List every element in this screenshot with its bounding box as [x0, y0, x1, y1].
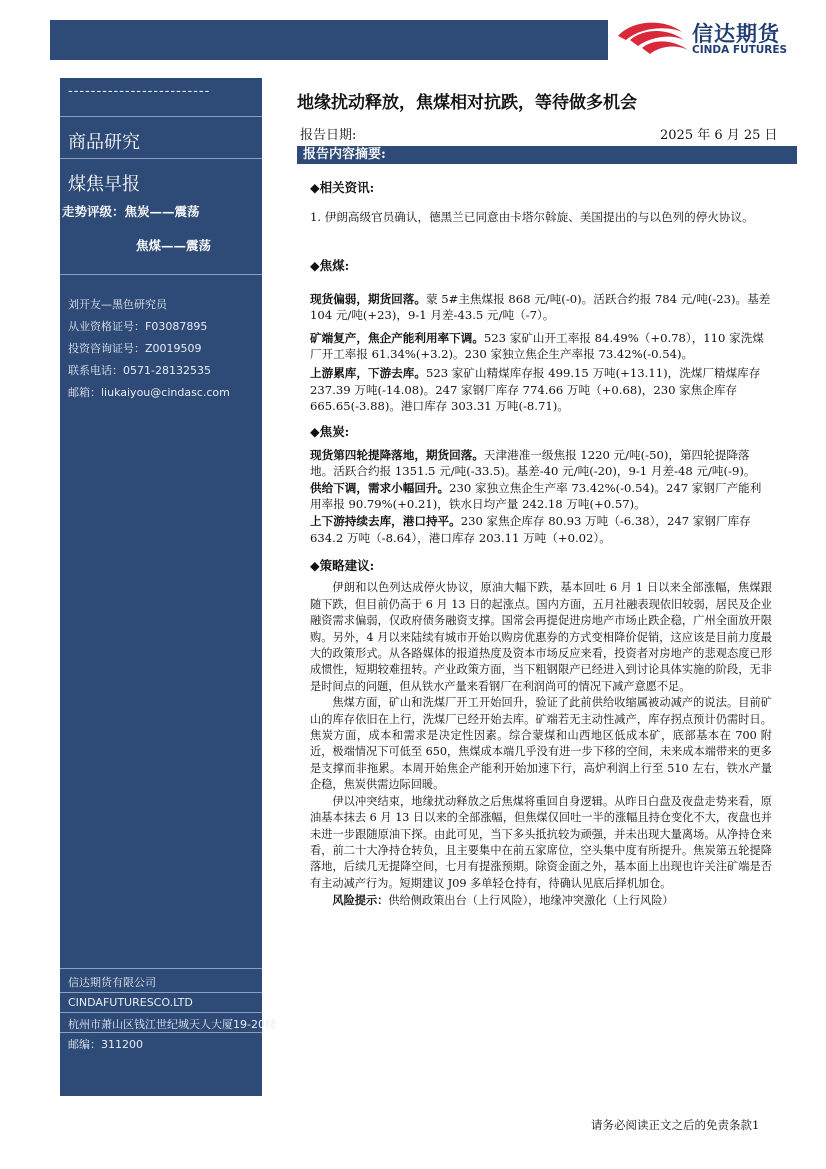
summary-bar: 报告内容摘要: [297, 146, 797, 164]
section-research: 商品研究 [68, 132, 140, 153]
postcode: 邮编：311200 [68, 1038, 143, 1051]
coking-coal-p3-text: 523 家矿山精煤库存报 499.15 万吨(+13.11)，洗煤厂精煤库存 237.39 万吨(-14.08)。247 家钢厂库存 774.66 万吨（+0.68)，230 家焦企库存 665.65(-3.88)。港口库存 303.31 万吨(-8.71)。 [310, 365, 761, 414]
rating-coal [62, 202, 200, 220]
cinda-swirl-icon [612, 18, 690, 62]
coke-section [310, 424, 772, 546]
sidebar-dashes: ------------------------- [68, 84, 211, 99]
cinda-logo [608, 16, 808, 64]
logo-english: CINDA FUTURES [692, 44, 788, 56]
section-report: 煤焦早报 [68, 174, 140, 195]
coking-coal-section [310, 258, 772, 415]
coke-p3-text: 230 家焦企库存 80.93 万吨（-6.38），247 家钢厂库存 634.2 万吨（-8.64），港口库存 203.11 万吨（+0.02）。 [310, 513, 751, 545]
coking-coal-p2 [310, 330, 772, 363]
coking-coal-p2-bold: 矿端复产，焦企产能利用率下调。 [310, 330, 484, 345]
phone: 联系电话：0571-28132535 [68, 364, 211, 377]
coke-p2-text: 230 家独立焦企生产率 73.42%(-0.54)。247 家钢厂产能利用率报 90.79%(+0.21)，铁水日均产量 242.18 万吨(+0.57)。 [310, 480, 762, 512]
coke-p3 [310, 513, 772, 546]
coke-heading: ◆焦炭: [310, 424, 350, 439]
risk-note [310, 892, 772, 909]
strategy-para2: 焦煤方面，矿山和洗煤厂开工开始回升，验证了此前供给收缩属被动减产的说法。目前矿山的库存依旧在上行，洗煤厂已经开始去库。矿端若无主动性减产，库存拐点预计仍需时日。焦炭方面，成本和需求是决定性因素。综合蒙煤和山西地区低成本矿，底部基本在 700 附近，极端情况下可低至 650，焦煤成本端几乎没有进一步下移的空间，未来成本端带来的更多是支撑而非拖累。本周开始焦企产能利开始加速下行，高炉利润上行至 510 左右，铁水产量企稳，焦炭供需边际回暖。 [310, 696, 772, 792]
coke-p3-bold: 上下游持续去库，港口持平。 [310, 513, 461, 528]
news-item: 1. 伊朗高级官员确认，德黑兰已同意由卡塔尔斡旋、美国提出的与以色列的停火协议。 [310, 209, 754, 224]
coke-p1-bold: 现货第四轮提降落地，期货回落。 [310, 447, 484, 462]
disclaimer-note: 请务必阅读正文之后的免责条款1 [591, 1118, 760, 1132]
coke-p1 [310, 447, 772, 480]
risk-text: 供给侧政策出台（上行风险），地缘冲突激化（上行风险） [388, 894, 674, 908]
coke-p1-text: 天津港准一级焦报 1220 元/吨(-50)，第四轮提降落地。活跃合约报 1351.5 元/吨(-33.5)。基差-40 元/吨(-20)，9-1 月差-48 元/吨(-9)。 [310, 447, 756, 479]
divider [60, 274, 262, 275]
rating-coal-value: 焦炭——震荡 [124, 204, 200, 219]
coking-coal-p3 [310, 365, 772, 415]
address: 杭州市萧山区钱江世纪城天人大厦19-20楼 [68, 1018, 276, 1031]
risk-label: 风险提示： [332, 893, 389, 908]
divider [60, 158, 262, 159]
qualification: 从业资格证号：F03087895 [68, 320, 208, 333]
coking-coal-p2-text: 523 家矿山开工率报 84.49%（+0.78），110 家洗煤厂开工率报 61.34%(+3.2)。230 家独立焦企生产率报 73.42%(-0.54)。 [310, 330, 764, 362]
sidebar [60, 78, 276, 1096]
coking-coal-p1 [310, 291, 772, 324]
logo-chinese: 信达期货 [692, 22, 780, 46]
news-heading: ◆相关资讯: [310, 180, 375, 195]
news-section [310, 180, 772, 225]
strategy-heading: ◆策略建议: [310, 558, 375, 573]
divider [60, 1012, 262, 1013]
rating-label: 走势评级： [62, 204, 125, 219]
consulting: 投资咨询证号：Z0019509 [68, 342, 202, 355]
company: 信达期货有限公司 [68, 976, 156, 989]
report-title: 地缘扰动释放，焦煤相对抗跌，等待做多机会 [297, 93, 637, 113]
strategy-para1: 伊朗和以色列达成停火协议，原油大幅下跌，基本回吐 6 月 1 日以来全部涨幅，焦煤跟随下跌，但目前仍高于 6 月 13 日的起涨点。国内方面，五月社融表现依旧较弱，居民及企业融资需求偏弱，仅政府债务融资支撑。国常会再提促进房地产市场止跌企稳，广州全面放开限购。另外，4 月以来陆续有城市开始以购房优惠券的方式变相降价促销，这应该是目前力度最大的政策形式。从各路媒体的报道热度及资本市场反应来看，投资者对房地产的悲观态度已形成惯性，短期较难扭转。产业政策方面，当下粗钢限产已经进入到讨论具体实施的阶段，无非是时间点的问题，但从铁水产量来看钢厂在利润尚可的情况下减产意愿不足。 [310, 581, 772, 693]
coking-coal-p1-bold: 现货偏弱，期货回落。 [310, 291, 426, 306]
coking-coal-p1-text: 蒙 5#主焦煤报 868 元/吨(-0)。活跃合约报 784 元/吨(-23)。基差 104 元/吨(+23)，9-1 月差-43.5 元/吨（-7）。 [310, 291, 771, 323]
divider [60, 992, 262, 993]
coking-coal-p3-bold: 上游累库，下游去库。 [310, 365, 426, 380]
strategy-para3: 伊以冲突结束，地缘扰动释放之后焦煤将重回自身逻辑。从昨日白盘及夜盘走势来看，原油基本抹去 6 月 13 日以来的全部涨幅，但焦煤仅回吐一半的涨幅且持仓变化不大，夜盘也并未进一步跟随原油下探。由此可见，当下多头抵抗较为顽强，并未出现大量离场。从净持仓来看，前二十大净持仓转负，且主要集中在前五家席位，空头集中度有所提升。焦炭第五轮提降落地，后续几无提降空间，七月有提涨预期。除资金面之外，基本面上出现也许关注矿端是否有主动减产行为。短期建议 J09 多单轻仓持有，待确认见底后择机加仓。 [310, 794, 772, 890]
divider [60, 1032, 262, 1033]
rating-coking: 焦煤——震荡 [136, 238, 212, 253]
coke-p2-bold: 供给下调，需求小幅回升。 [310, 480, 450, 495]
divider [60, 968, 262, 969]
strategy-section [310, 558, 772, 910]
email: 邮箱：liukaiyou@cindasc.com [68, 386, 230, 399]
coke-p2 [310, 480, 772, 513]
date-label: 报告日期: [300, 128, 357, 143]
website: CINDAFUTURESCO.LTD [68, 996, 193, 1009]
analyst: 刘开友—黑色研究员 [68, 298, 167, 311]
divider [60, 116, 262, 117]
report-date: 2025 年 6 月 25 日 [660, 128, 778, 143]
coking-coal-heading: ◆焦煤: [310, 258, 350, 273]
